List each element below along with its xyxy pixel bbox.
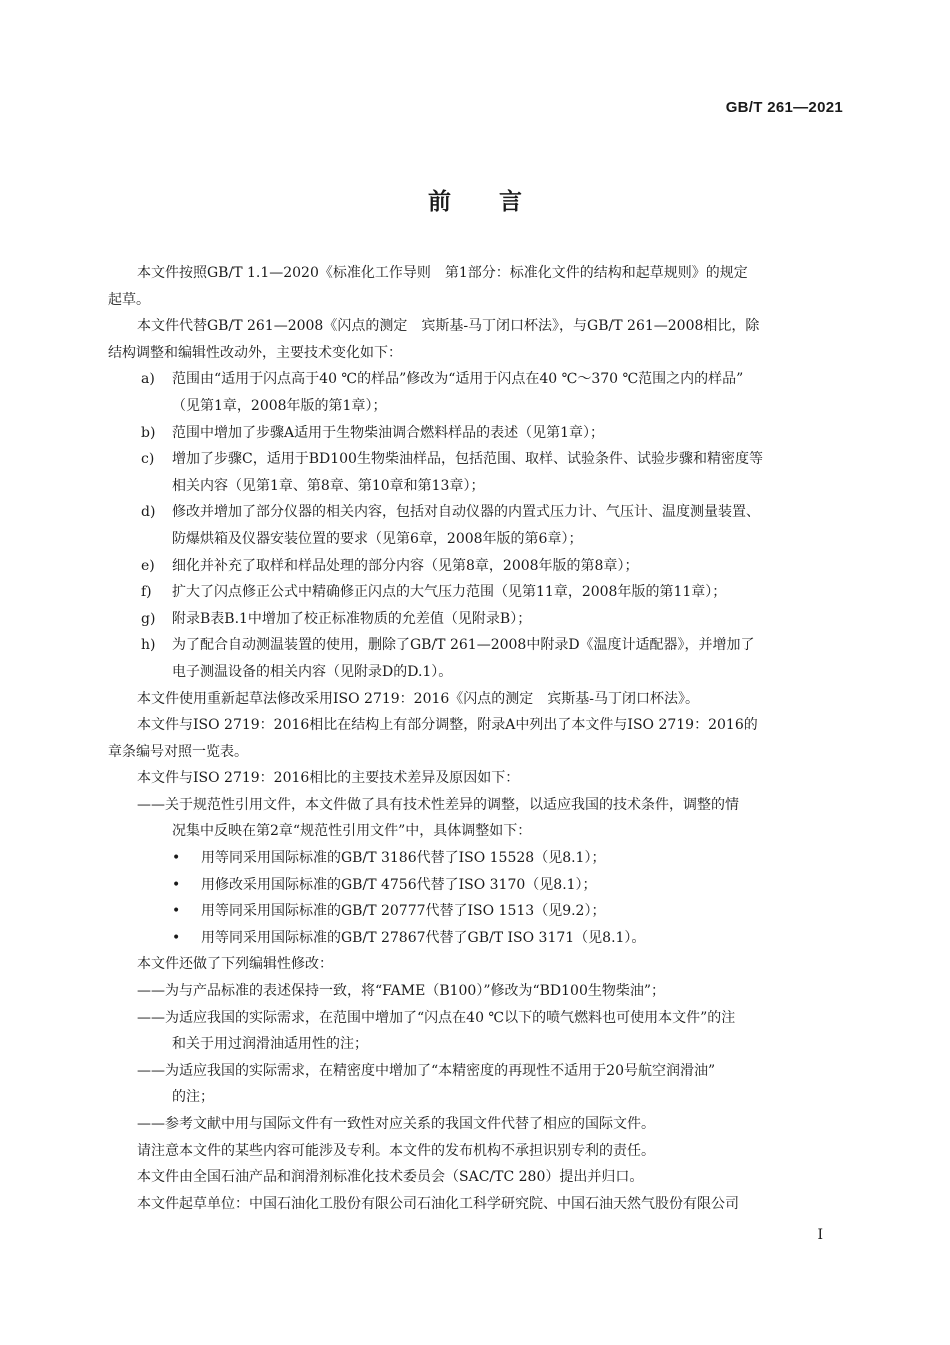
list-item: [108, 553, 846, 580]
text-line: ——为适应我国的实际需求，在范围中增加了“闪点在40 ℃以下的喷气燃料也可使用本文件”的注: [137, 1009, 736, 1026]
paragraph: [108, 712, 846, 765]
text-line: [108, 845, 846, 872]
paragraph: [108, 260, 846, 313]
list-item: [108, 606, 846, 633]
list-text: 范围中增加了步骤A适用于生物柴油调合燃料样品的表述（见第1章）；: [172, 424, 605, 441]
list-marker: f): [141, 584, 152, 601]
text-line: 电子测温设备的相关内容（见附录D的D.1）。: [172, 663, 453, 680]
list-text: 附录B表B.1中增加了校正标准物质的允差值（见附录B）；: [172, 610, 532, 627]
bullet-marker: •: [172, 850, 181, 867]
text-line: [108, 872, 846, 899]
bullet-text: 用修改采用国际标准的GB/T 4756代替了ISO 3170（见8.1）；: [201, 876, 597, 893]
bullet-item: [108, 872, 846, 899]
text-line: [108, 898, 846, 925]
paragraph: [108, 686, 846, 713]
text-line: 本文件与ISO 2719：2016相比在结构上有部分调整，附录A中列出了本文件与ISO 2719：2016的: [137, 717, 758, 734]
dash-item: [108, 792, 846, 845]
paragraph: [108, 765, 846, 792]
paragraph: [108, 1164, 846, 1191]
bullet-marker: •: [172, 903, 181, 920]
text-line: ——关于规范性引用文件，本文件做了具有技术性差异的调整，以适应我国的技术条件，调整的情: [137, 796, 739, 813]
text-line: [108, 499, 846, 526]
bullet-item: [108, 925, 846, 952]
text-line: 本文件由全国石油产品和润滑剂标准化技术委员会（SAC/TC 280）提出并归口。: [137, 1169, 644, 1186]
list-text: 细化并补充了取样和样品处理的部分内容（见第8章，2008年版的第8章）；: [172, 557, 639, 574]
text-line: 相关内容（见第1章、第8章、第10章和第13章）；: [172, 477, 485, 494]
text-line: 本文件代替GB/T 261—2008《闪点的测定 宾斯基-马丁闭口杯法》，与GB/T 261—2008相比，除: [137, 318, 760, 335]
text-line: 起草。: [108, 291, 150, 308]
list-item: [108, 499, 846, 552]
text-line: 本文件按照GB/T 1.1—2020《标准化工作导则 第1部分：标准化文件的结构和起草规则》的规定: [137, 265, 748, 281]
text-line: 结构调整和编辑性改动外，主要技术变化如下：: [108, 344, 402, 361]
list-marker: c): [141, 451, 155, 468]
dash-item: [108, 1005, 846, 1058]
page-title: 前言: [428, 189, 570, 215]
text-line: 况集中反映在第2章“规范性引用文件”中，具体调整如下：: [172, 823, 532, 840]
text-line: 和关于用过润滑油适用性的注；: [172, 1036, 368, 1053]
list-text: 增加了步骤C，适用于BD100生物柴油样品，包括范围、取样、试验条件、试验步骤和精密度等: [172, 451, 763, 468]
text-line: [108, 579, 846, 606]
list-item: [108, 366, 846, 419]
paragraph: [108, 1191, 846, 1218]
list-marker: e): [141, 557, 155, 574]
text-line: [108, 420, 846, 447]
dash-item: [108, 978, 846, 1005]
text-line: 请注意本文件的某些内容可能涉及专利。本文件的发布机构不承担识别专利的责任。: [137, 1142, 655, 1159]
list-marker: b): [141, 424, 156, 441]
paragraph: [108, 951, 846, 978]
text-line: 的注；: [172, 1089, 214, 1106]
document-body: [108, 260, 846, 1217]
list-marker: a): [141, 371, 155, 388]
text-line: 防爆烘箱及仪器安装位置的要求（见第6章，2008年版的第6章）；: [172, 530, 583, 547]
text-line: ——参考文献中用与国际文件有一致性对应关系的我国文件代替了相应的国际文件。: [137, 1116, 655, 1132]
bullet-item: [108, 898, 846, 925]
text-line: [108, 366, 846, 393]
list-item: [108, 420, 846, 447]
list-marker: h): [141, 637, 156, 654]
paragraph: [108, 313, 846, 366]
list-text: 为了配合自动测温装置的使用，删除了GB/T 261—2008中附录D《温度计适配器》，并增加了: [172, 637, 755, 654]
text-line: 章条编号对照一览表。: [108, 743, 248, 760]
list-text: 扩大了闪点修正公式中精确修正闪点的大气压力范围（见第11章，2008年版的第11章）；: [172, 584, 727, 601]
bullet-marker: •: [172, 876, 181, 893]
text-line: [108, 925, 846, 952]
text-line: [108, 446, 846, 473]
text-line: 本文件使用重新起草法修改采用ISO 2719：2016《闪点的测定 宾斯基-马丁闭口杯法》。: [137, 690, 700, 707]
list-marker: g): [141, 610, 156, 627]
text-line: [108, 606, 846, 633]
text-line: [108, 632, 846, 659]
list-text: 修改并增加了部分仪器的相关内容，包括对自动仪器的内置式压力计、气压计、温度测量装置、: [172, 504, 760, 521]
text-line: 本文件还做了下列编辑性修改：: [137, 956, 333, 973]
list-item: [108, 632, 846, 685]
list-text: 范围由“适用于闪点高于40 ℃的样品”修改为“适用于闪点在40 ℃～370 ℃范围之内的样品”: [172, 371, 744, 388]
text-line: 本文件起草单位：中国石油化工股份有限公司石油化工科学研究院、中国石油天然气股份有限公司: [137, 1195, 739, 1212]
bullet-text: 用等同采用国际标准的GB/T 27867代替了GB/T ISO 3171（见8.1）。: [201, 929, 646, 946]
text-line: ——为与产品标准的表述保持一致，将“FAME（B100）”修改为“BD100生物柴油”；: [137, 983, 666, 1000]
text-line: [108, 553, 846, 580]
text-line: 本文件与ISO 2719：2016相比的主要技术差异及原因如下：: [137, 770, 520, 787]
dash-item: [108, 1058, 846, 1111]
dash-item: [108, 1111, 846, 1138]
bullet-text: 用等同采用国际标准的GB/T 20777代替了ISO 1513（见9.2）；: [201, 903, 606, 920]
list-marker: d): [141, 504, 156, 521]
paragraph: [108, 1138, 846, 1165]
bullet-marker: •: [172, 929, 181, 946]
page-number: Ⅰ: [817, 1227, 823, 1243]
document-code: GB/T 261—2021: [725, 99, 843, 116]
text-line: ——为适应我国的实际需求，在精密度中增加了“本精密度的再现性不适用于20号航空润滑油”: [137, 1062, 716, 1079]
text-line: （见第1章，2008年版的第1章）；: [172, 397, 387, 414]
bullet-text: 用等同采用国际标准的GB/T 3186代替了ISO 15528（见8.1）；: [201, 850, 606, 867]
list-item: [108, 579, 846, 606]
bullet-item: [108, 845, 846, 872]
list-item: [108, 446, 846, 499]
